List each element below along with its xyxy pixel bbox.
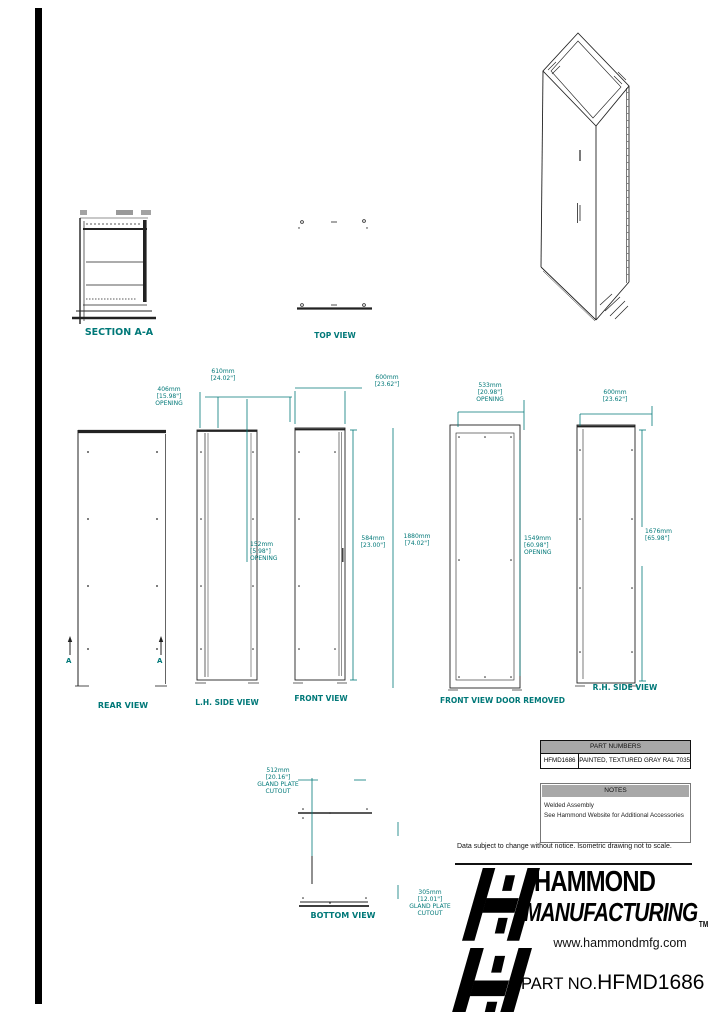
front-view-label: FRONT VIEW <box>294 694 348 703</box>
dim-rh-depth: 600mm [23.62"] <box>602 389 628 404</box>
dim-lh-opening: 152mm [5.98"] OPENING <box>250 541 278 563</box>
top-view-label: TOP VIEW <box>314 331 356 340</box>
dim-lh-width: 610mm [24.02"] <box>210 368 236 383</box>
front-view <box>293 428 347 683</box>
part-no-label: PART NO. <box>521 975 598 993</box>
company-name-line1: HAMMOND <box>534 866 656 898</box>
hammond-logo-icon-bottom <box>448 948 532 1012</box>
lh-side-view-label: L.H. SIDE VIEW <box>195 698 259 707</box>
footer-divider <box>455 863 692 865</box>
part-no-value: HFMD1686 <box>597 971 705 994</box>
rear-view <box>68 430 167 686</box>
rh-side-view-label: R.H. SIDE VIEW <box>592 683 658 692</box>
top-view <box>297 220 372 309</box>
section-aa-view <box>72 210 156 324</box>
rh-side-view <box>575 425 638 686</box>
dim-door-opening-height: 1549mm [60.98"] OPENING <box>524 535 552 557</box>
section-marker-a-right: A <box>157 657 163 665</box>
finish-cell: PAINTED, TEXTURED GRAY RAL 7035 <box>579 757 690 764</box>
dim-door-opening-width: 533mm [20.98"] OPENING <box>476 382 504 404</box>
rear-view-label: REAR VIEW <box>97 701 149 710</box>
section-marker-a-left: A <box>66 657 72 665</box>
notes-body <box>541 799 690 823</box>
trademark-text: TM <box>698 920 709 929</box>
website-text: www.hammondmfg.com <box>553 936 687 950</box>
front-door-removed-view <box>448 425 522 690</box>
dim-rh-height: 1676mm [65.98"] <box>645 528 672 543</box>
dim-front-height-overall: 1880mm [74.02"] <box>403 533 431 548</box>
part-table-header: PART NUMBERS <box>541 741 690 754</box>
front-door-removed-label: FRONT VIEW DOOR REMOVED <box>440 696 565 705</box>
dim-gland-plate-right: 305mm [12.01"] GLAND PLATE CUTOUT <box>409 889 451 918</box>
dim-rear-opening: 406mm [15.98"] OPENING <box>155 386 183 408</box>
dim-front-height-inner: 584mm [23.00"] <box>360 535 386 550</box>
section-aa-label: SECTION A-A <box>84 327 154 338</box>
bottom-view-label: BOTTOM VIEW <box>310 911 376 920</box>
notes-header: NOTES <box>542 785 689 797</box>
note-line-1: Welded Assembly <box>544 802 594 809</box>
part-numbers-table <box>540 740 691 769</box>
isometric-view <box>541 33 629 321</box>
note-line-2: See Hammond Website for Additional Accessories <box>544 812 684 820</box>
notes-table <box>540 783 691 843</box>
dim-front-width: 600mm [23.62"] <box>374 374 400 389</box>
part-number-cell: HFMD1686 <box>541 754 579 768</box>
bottom-view <box>298 808 372 906</box>
part-number-line <box>521 971 704 995</box>
company-name-line2 <box>524 897 708 929</box>
company-name-text: MANUFACTURING <box>524 897 698 927</box>
dim-gland-plate-left: 512mm [20.16"] GLAND PLATE CUTOUT <box>257 767 299 796</box>
disclaimer-text: Data subject to change without notice. Isometric drawing not to scale. <box>457 843 672 850</box>
part-table-row <box>541 754 690 768</box>
